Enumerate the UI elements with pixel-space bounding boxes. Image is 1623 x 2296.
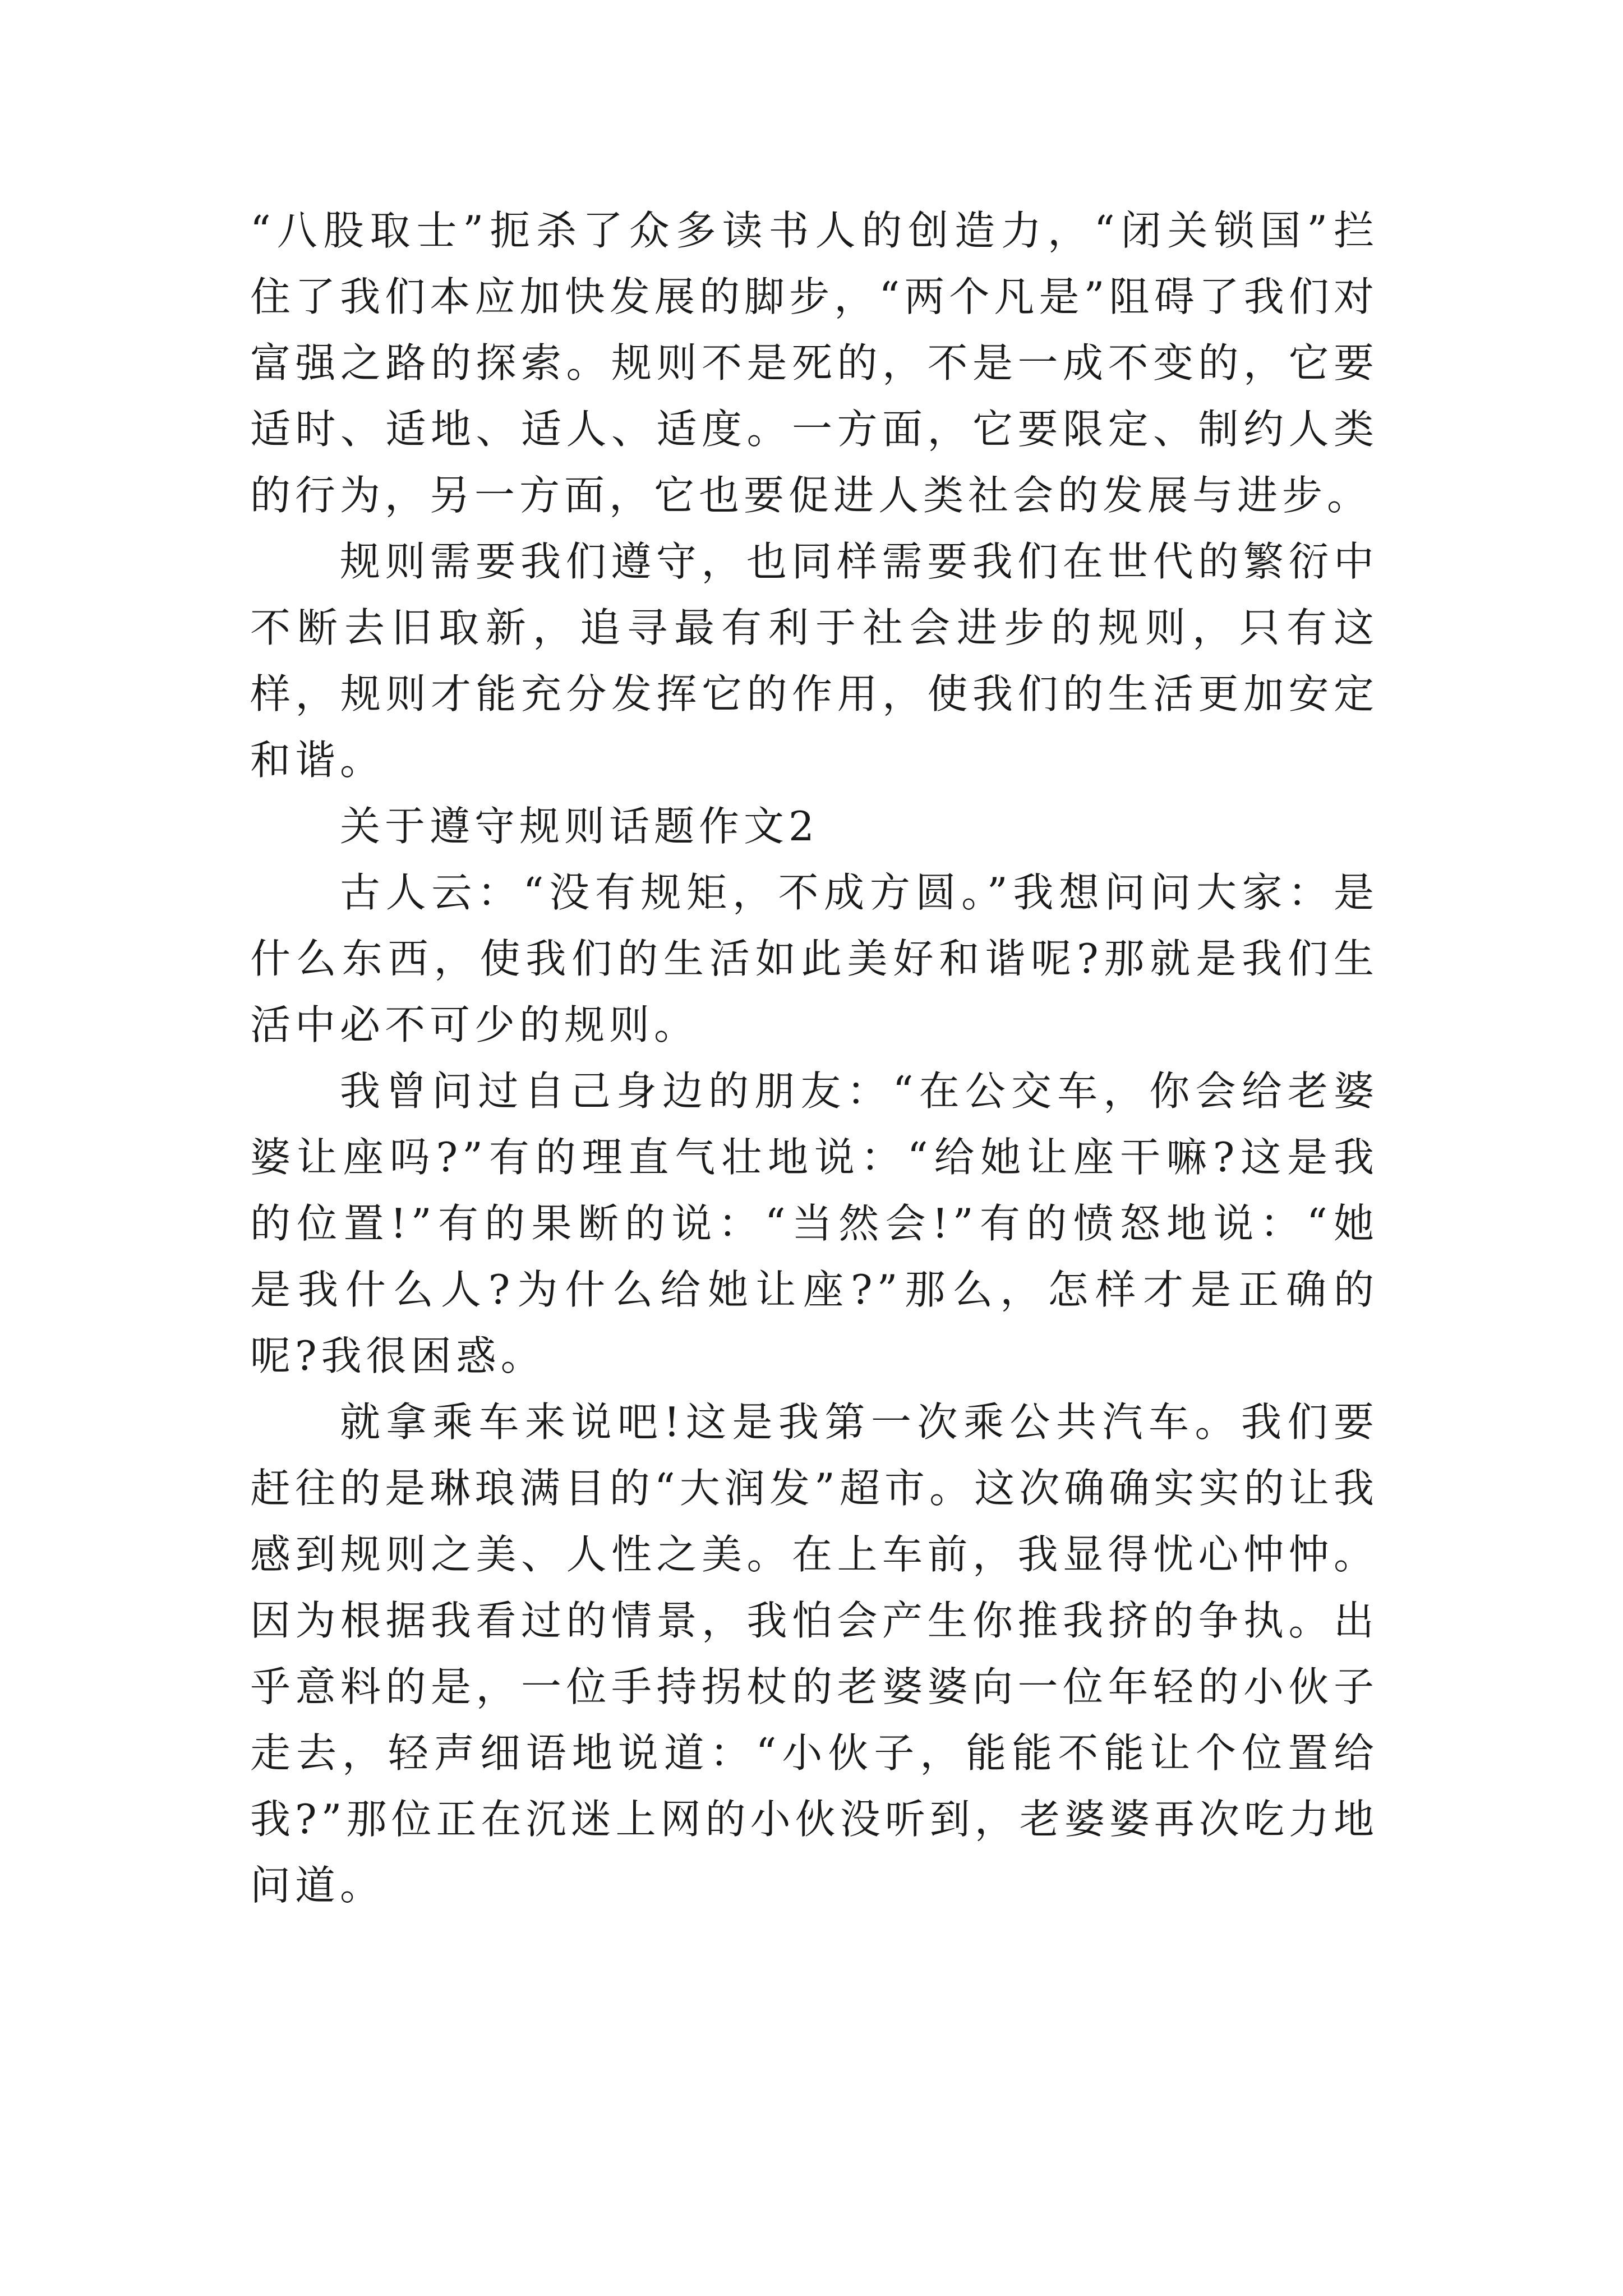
paragraph: 古人云：“没有规矩，不成方圆。”我想问问大家：是什么东西，使我们的生活如此美好和谐呢?那就是我们生活中必不可少的规则。 <box>250 869 1378 1048</box>
paragraph: 我曾问过自己身边的朋友：“在公交车，你会给老婆婆让座吗?”有的理直气壮地说：“给她让座干嘛?这是我的位置!”有的果断的说：“当然会!”有的愤怒地说：“她是我什么人?为什么给她让座?”那么，怎样才是正确的呢?我很困惑。 <box>250 1068 1378 1379</box>
paragraph: 规则需要我们遵守，也同样需要我们在世代的繁衍中不断去旧取新，追寻最有利于社会进步的规则，只有这样，规则才能充分发挥它的作用，使我们的生活更加安定和谐。 <box>250 538 1378 784</box>
section-title: 关于遵守规则话题作文2 <box>340 803 819 850</box>
document-body <box>250 197 1378 1918</box>
paragraph: 就拿乘车来说吧!这是我第一次乘公共汽车。我们要赶往的是琳琅满目的“大润发”超市。这次确确实实的让我感到规则之美、人性之美。在上车前，我显得忧心忡忡。因为根据我看过的情景，我怕会产生你推我挤的争执。出乎意料的是，一位手持拐杖的老婆婆向一位年轻的小伙子走去，轻声细语地说道：“小伙子，能能不能让个位置给我?”那位正在沉迷上网的小伙没听到，老婆婆再次吃力地问道。 <box>250 1398 1378 1909</box>
paragraph-continued: “八股取士”扼杀了众多读书人的创造力，“闭关锁国”拦住了我们本应加快发展的脚步，“两个凡是”阻碍了我们对富强之路的探索。规则不是死的，不是一成不变的，它要适时、适地、适人、适度。一方面，它要限定、制约人类的行为，另一方面，它也要促进人类社会的发展与进步。 <box>250 207 1378 519</box>
